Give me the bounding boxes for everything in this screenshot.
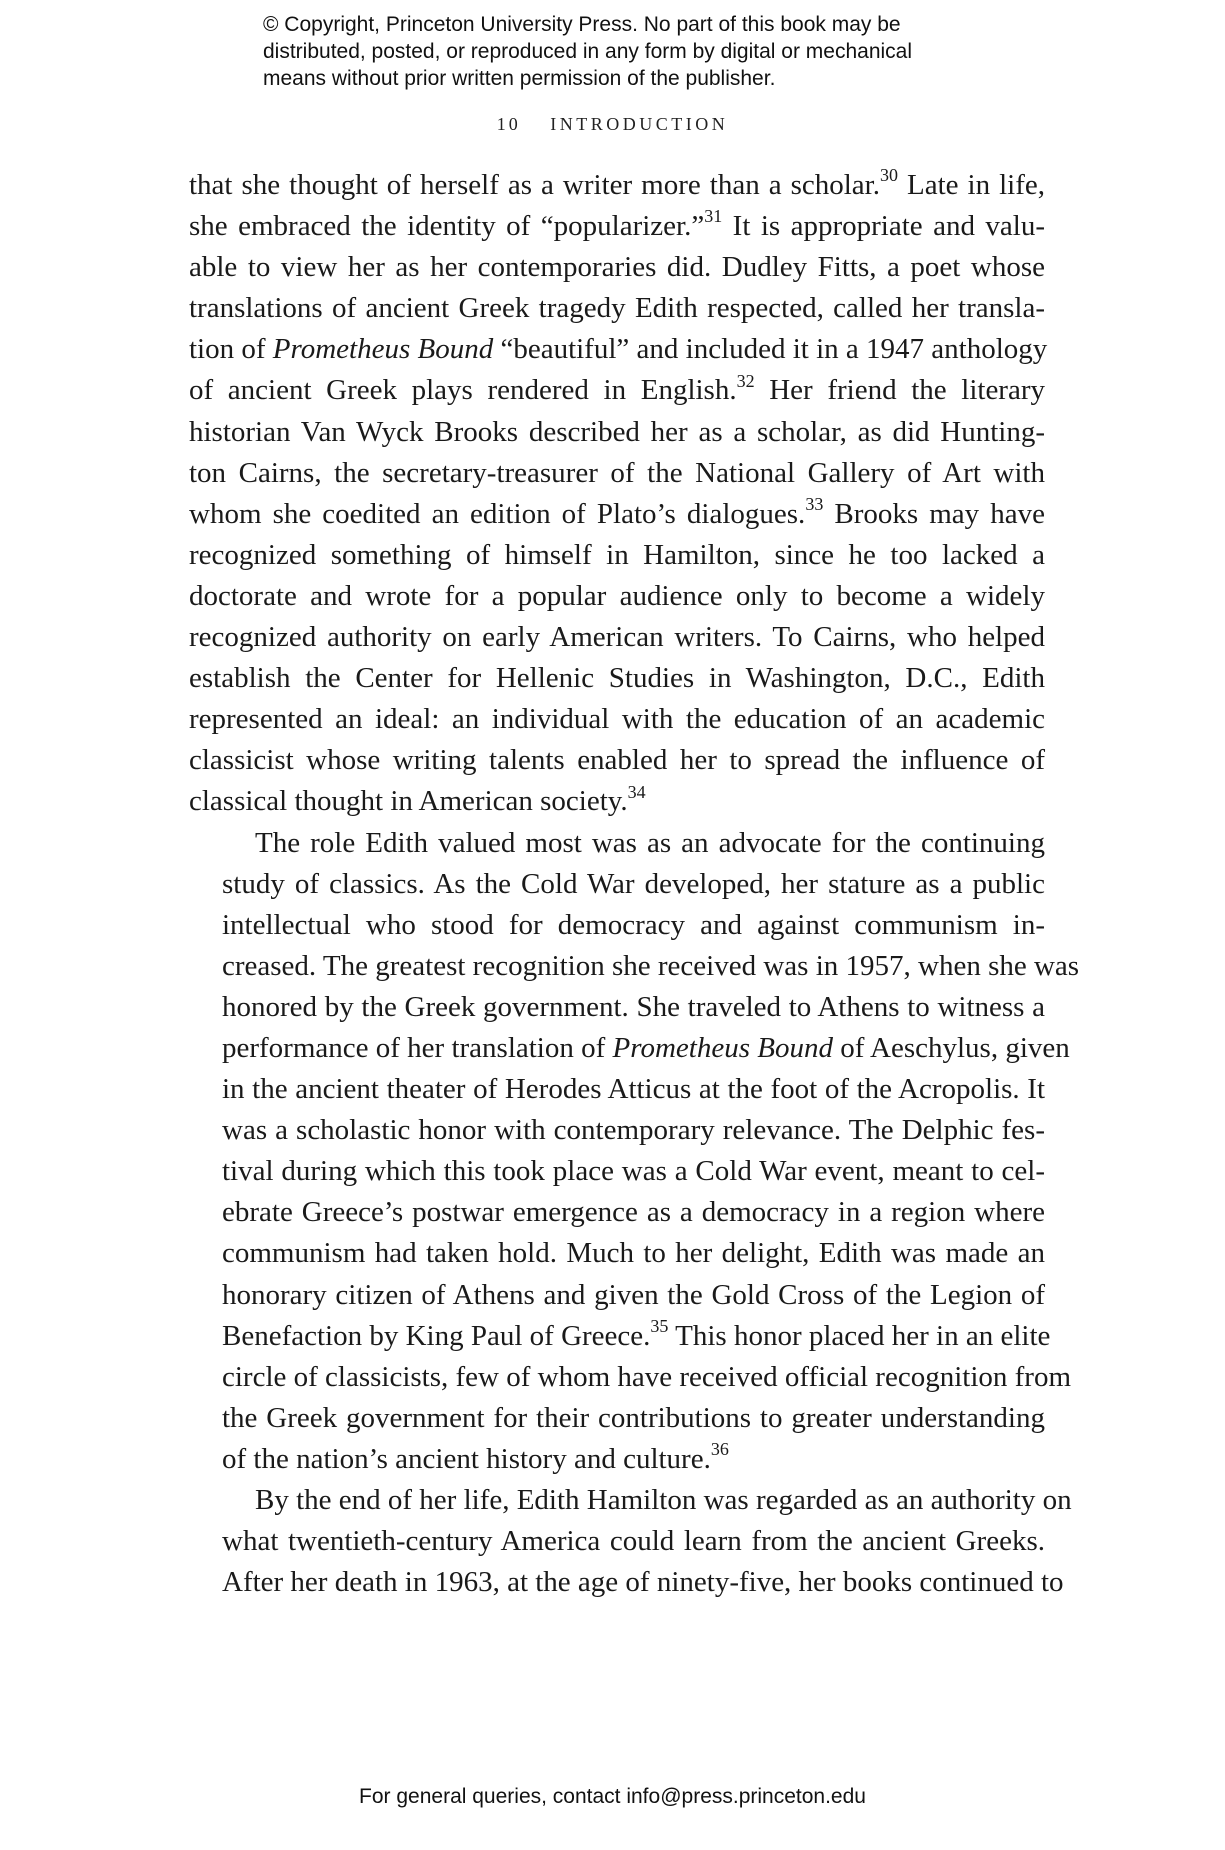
text-line: honorary citizen of Athens and given the Gold Cross of the Legion of bbox=[222, 1278, 1045, 1311]
text-line: Benefaction by King Paul of Greece.$^{35}$ This honor placed her in an elite bbox=[222, 1315, 1051, 1352]
text-line: classicist whose writing talents enabled her to spread the influence of bbox=[189, 744, 1045, 777]
copyright-line: distributed, posted, or reproduced in any form by digital or mechanical bbox=[263, 40, 913, 63]
footnote-ref[interactable]: 36 bbox=[710, 1439, 729, 1460]
text-line: study of classics. As the Cold War developed, her stature as a public bbox=[222, 867, 1045, 900]
body-text bbox=[189, 165, 1080, 1603]
text-line: the Greek government for their contributions to greater understanding bbox=[222, 1401, 1045, 1434]
text-line: of ancient Greek plays rendered in English.$^{32}$ Her friend the literary bbox=[189, 370, 1045, 407]
footer-contact: For general queries, contact info@press.princeton.edu bbox=[359, 1785, 866, 1808]
paragraph bbox=[189, 1480, 1072, 1603]
text-line: historian Van Wyck Brooks described her as a scholar, as did Hunting- bbox=[189, 415, 1045, 448]
text-line: intellectual who stood for democracy and against communism in- bbox=[222, 908, 1045, 941]
footnote-ref[interactable]: 31 bbox=[704, 206, 723, 227]
text-line: creased. The greatest recognition she received was in 1957, when she was bbox=[222, 949, 1080, 982]
text-line: communism had taken hold. Much to her delight, Edith was made an bbox=[222, 1237, 1045, 1270]
text-line: that she thought of herself as a writer more than a scholar.$^{30}$ Late in life, bbox=[189, 165, 1045, 201]
text-line: tival during which this took place was a Cold War event, meant to cel- bbox=[222, 1155, 1045, 1188]
text-line: of the nation’s ancient history and culture.$^{36}$ bbox=[222, 1439, 729, 1475]
text-line: able to view her as her contemporaries did. Dudley Fitts, a poet whose bbox=[189, 251, 1045, 284]
text-line: classical thought in American society.$^{34}$ bbox=[189, 781, 646, 818]
text-line: honored by the Greek government. She traveled to Athens to witness a bbox=[222, 990, 1045, 1023]
paragraph bbox=[189, 823, 1080, 1481]
text-line: performance of her translation of Prometheus Bound of Aeschylus, given bbox=[222, 1031, 1070, 1064]
text-line: she embraced the identity of “popularizer.”$^{31}$ It is appropriate and valu- bbox=[189, 206, 1046, 243]
text-line: translations of ancient Greek tragedy Edith respected, called her transla- bbox=[189, 292, 1045, 325]
footnote-ref[interactable]: 34 bbox=[627, 781, 646, 802]
text-line: doctorate and wrote for a popular audience only to become a widely bbox=[189, 579, 1045, 612]
text-line: was a scholastic honor with contemporary relevance. The Delphic fes- bbox=[222, 1114, 1045, 1147]
text-line: By the end of her life, Edith Hamilton was regarded as an authority on bbox=[255, 1484, 1072, 1516]
page-number: 10 bbox=[496, 114, 521, 134]
footnote-ref[interactable]: 30 bbox=[880, 165, 898, 186]
footnote-ref[interactable]: 33 bbox=[805, 494, 824, 515]
text-line: tion of Prometheus Bound “beautiful” and included it in a 1947 anthology bbox=[189, 333, 1048, 366]
paragraph bbox=[189, 165, 1048, 823]
text-line: recognized authority on early American writers. To Cairns, who helped bbox=[189, 621, 1045, 654]
text-line: ton Cairns, the secretary-treasurer of the National Gallery of Art with bbox=[189, 456, 1045, 489]
text-line: recognized something of himself in Hamilton, since he too lacked a bbox=[189, 538, 1045, 571]
section-title: INTRODUCTION bbox=[550, 114, 729, 134]
text-line: The role Edith valued most was as an advocate for the continuing bbox=[255, 826, 1045, 859]
copyright-line: means without prior written permission of the publisher. bbox=[263, 67, 776, 90]
footnote-ref[interactable]: 32 bbox=[736, 370, 755, 391]
text-line: whom she coedited an edition of Plato’s dialogues.$^{33}$ Brooks may have bbox=[189, 494, 1045, 530]
text-line: ebrate Greece’s postwar emergence as a democracy in a region where bbox=[222, 1196, 1045, 1229]
footnote-ref[interactable]: 35 bbox=[650, 1315, 669, 1336]
copyright-notice bbox=[263, 11, 1023, 92]
text-line: establish the Center for Hellenic Studies in Washington, D.C., Edith bbox=[189, 662, 1045, 695]
text-line: represented an ideal: an individual with the education of an academic bbox=[189, 703, 1045, 736]
copyright-line: © Copyright, Princeton University Press. No part of this book may be bbox=[263, 13, 901, 36]
running-head bbox=[0, 114, 1225, 135]
italic-title: Prometheus Bound bbox=[612, 1031, 833, 1064]
text-line: circle of classicists, few of whom have received official recognition from bbox=[222, 1360, 1072, 1393]
text-line: what twentieth-century America could learn from the ancient Greeks. bbox=[222, 1525, 1045, 1558]
text-line: After her death in 1963, at the age of ninety-five, her books continued to bbox=[222, 1566, 1064, 1599]
italic-title: Prometheus Bound bbox=[272, 333, 494, 366]
text-line: in the ancient theater of Herodes Atticus at the foot of the Acropolis. It bbox=[222, 1073, 1045, 1106]
